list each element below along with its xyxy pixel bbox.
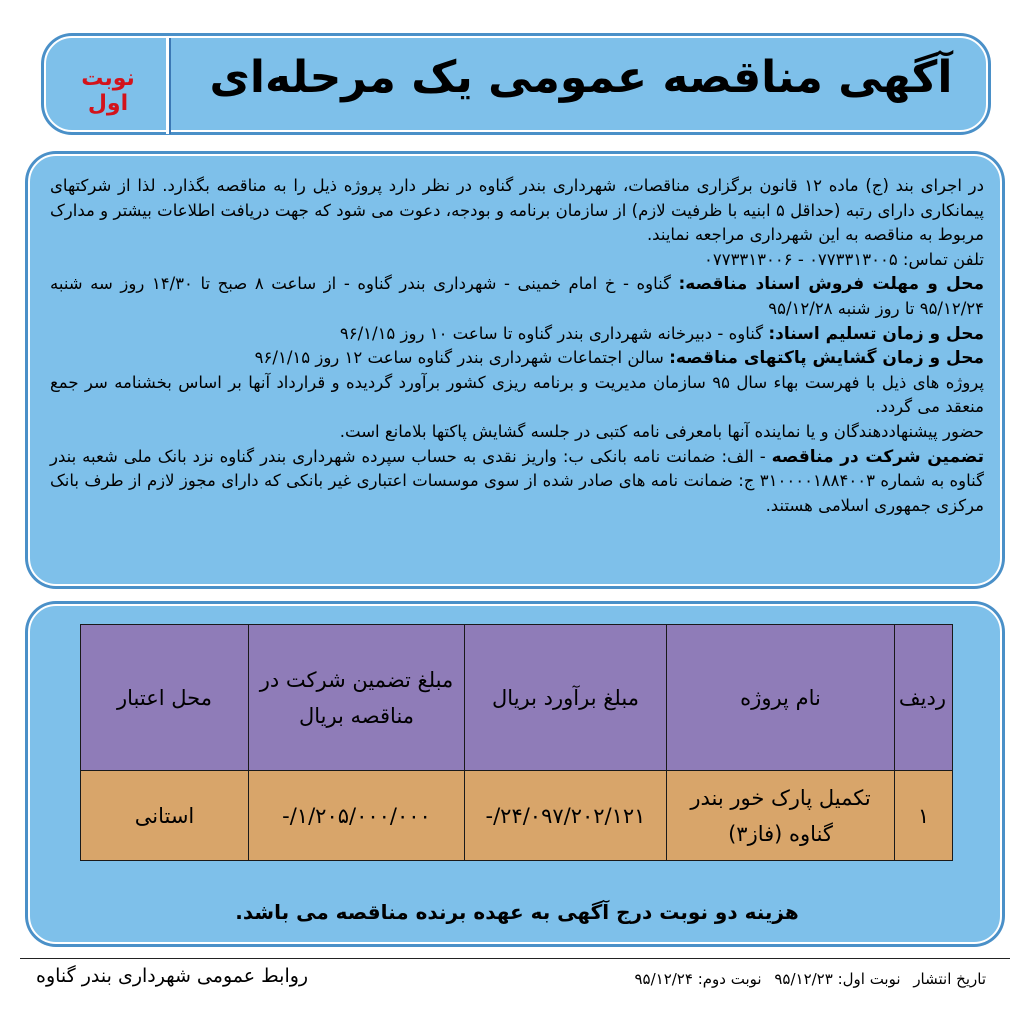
cell-row-number: ۱ <box>895 771 953 861</box>
sale-label: محل و مهلت فروش اسناد مناقصه: <box>678 274 984 295</box>
pub-date-label: تاریخ انتشار <box>913 970 986 988</box>
table-header-row <box>81 625 953 771</box>
table-row <box>81 771 953 861</box>
cost-note: هزینه دو نوبت درج آگهی به عهده برنده مناقصه می باشد. <box>235 900 799 924</box>
header-divider <box>166 38 169 134</box>
opening-line <box>50 346 984 371</box>
page-title: آگهی مناقصه عمومی یک مرحله‌ای <box>209 52 953 103</box>
round-label: نوبت اول <box>81 66 135 116</box>
notice-body-panel <box>28 154 1002 586</box>
attendance-line: حضور پیشنهاددهندگان و یا نماینده آنها بامعرفی نامه کتبی در جلسه گشایش پاکتها بلامانع است. <box>339 421 984 441</box>
phone-line: تلفن تماس: ۰۷۷۳۳۱۳۰۰۵ - ۰۷۷۳۳۱۳۰۰۶ <box>703 249 984 269</box>
tender-table <box>80 624 953 861</box>
guarantee-line <box>50 445 984 519</box>
col-header-row-number: ردیف <box>895 625 953 771</box>
col-header-estimate: مبلغ برآورد بریال <box>465 625 667 771</box>
col-header-project-name: نام پروژه <box>667 625 895 771</box>
cell-credit-source: استانی <box>81 771 249 861</box>
header-panel <box>44 36 988 132</box>
publication-dates <box>626 970 986 988</box>
cell-guarantee: -/۱/۲۰۵/۰۰۰/۰۰۰ <box>249 771 465 861</box>
projects-line: پروژه های ذیل با فهرست بهاء سال ۹۵ سازمان مدیریت و برنامه ریزی کشور برآورد گردیده و قرارداد آنها بر اساس بخشنامه سر جمع منعقد می گردد. <box>50 372 985 417</box>
table-panel <box>28 604 1002 944</box>
sale-text: گناوه - خ امام خمینی - شهرداری بندر گناوه - از ساعت ۸ صبح تا ۱۴/۳۰ روز سه شنبه ۹۵/۱۲/۲۴ تا روز شنبه ۹۵/۱۲/۲۸ <box>50 274 984 318</box>
opening-label: محل و زمان گشایش پاکتهای مناقصه: <box>669 348 984 369</box>
publisher-label: روابط عمومی شهرداری بندر گناوه <box>36 965 309 987</box>
delivery-line <box>50 322 984 347</box>
guarantee-label: تضمین شرکت در مناقصه <box>771 446 984 467</box>
delivery-text: گناوه - دبیرخانه شهرداری بندر گناوه تا ساعت ۱۰ روز ۹۶/۱/۱۵ <box>339 323 769 343</box>
opening-text: سالن اجتماعات شهرداری بندر گناوه ساعت ۱۲ روز ۹۶/۱/۱۵ <box>254 348 670 368</box>
delivery-label: محل و زمان تسلیم اسناد: <box>768 323 984 344</box>
second-round-date: نوبت دوم: ۹۵/۱۲/۲۴ <box>634 970 762 988</box>
col-header-guarantee: مبلغ تضمین شرکت در مناقصه بریال <box>249 625 465 771</box>
cell-project-name: تکمیل پارک خور بندر گناوه (فاز۳) <box>667 771 895 861</box>
notice-body <box>50 174 984 518</box>
guarantee-text: - الف: ضمانت نامه بانکی ب: واریز نقدی به حساب سپرده شهرداری بندر گناوه نزد بانک ملی شعبه بندر گناوه به شماره ۳۱۰۰۰۰۱۸۸۴۰۰۳ ج: ضمانت نامه های صادر شده از سوی موسسات اعتباری غیر بانکی که دارای مجوز لازم از طرف بانک مرکزی جمهوری اسلامی هستند. <box>50 446 984 515</box>
bottom-divider <box>20 958 1010 959</box>
cell-estimate: -/۲۴/۰۹۷/۲۰۲/۱۲۱ <box>465 771 667 861</box>
sale-line <box>50 272 984 321</box>
first-round-date: نوبت اول: ۹۵/۱۲/۲۳ <box>774 970 901 988</box>
col-header-credit-source: محل اعتبار <box>81 625 249 771</box>
intro-paragraph: در اجرای بند (ج) ماده ۱۲ قانون برگزاری مناقصات، شهرداری بندر گناوه در نظر دارد پروژه ذیل را به مناقصه بگذارد. لذا از شرکتهای پیمانکاری دارای رتبه (حداقل ۵ ابنیه با ظرفیت لازم) از سازمان برنامه و بودجه، دعوت می شود که جهت دریافت اطلاعات بیشتر و مدارک مربوط به مناقصه به این شهرداری مراجعه نمایند. <box>50 176 984 245</box>
